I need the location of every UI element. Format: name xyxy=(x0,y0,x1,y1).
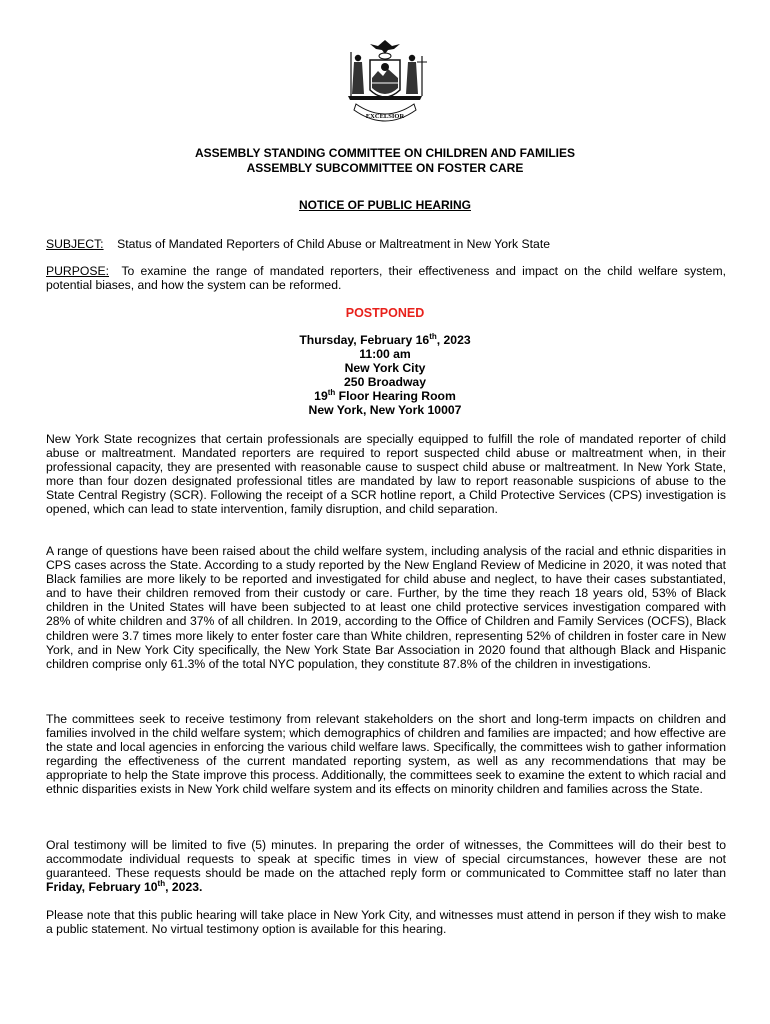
purpose-line xyxy=(46,264,726,293)
hearing-city: New York City xyxy=(344,361,426,375)
committee-line-1: ASSEMBLY STANDING COMMITTEE ON CHILDREN AND FAMILIES xyxy=(194,146,575,160)
body-paragraph-1: New York State recognizes that certain professionals are specially equipped to fulfill the role of mandated reporter of child abuse or maltreatment. Mandated reporters are required to report suspected child abuse or maltreatment when, in their professional capacity, they are presented with reasonable cause to suspect child abuse or maltreatment. In New York State, more than four dozen designated professional titles are mandated by law to report reasonable suspicions of abuse to the State Central Registry (SCR). Following the receipt of a SCR hotline report, a Child Protective Services (CPS) investigation is opened, which can lead to state intervention, family disruption, and child separation. xyxy=(46,432,726,517)
body-paragraph-4: Oral testimony will be limited to five (5) minutes. In preparing the order of witnesses, the Committees will do their best to accommodate individual requests to speak at specific times in view of special circumstances, however these are not guaranteed. These requests should be made on the attached reply form or communicated to Committee staff no later than Friday, February 10th, 2023. xyxy=(46,838,726,895)
purpose-text: To examine the range of mandated reporters, their effectiveness and impact on the child welfare system, potential biases, and how the system can be reformed. xyxy=(46,264,726,293)
committee-heading xyxy=(0,146,770,176)
new-york-state-seal-icon xyxy=(326,38,444,134)
seal-motto: EXCELSIOR xyxy=(365,113,405,120)
testimony-deadline: Friday, February 10th, 2023. xyxy=(46,879,203,895)
subject-text: Status of Mandated Reporters of Child Abuse or Maltreatment in New York State xyxy=(117,237,550,251)
hearing-time: 11:00 am xyxy=(359,347,411,361)
postponed-status: POSTPONED xyxy=(345,306,425,320)
subject-label: SUBJECT: xyxy=(46,237,104,251)
body-paragraph-3: The committees seek to receive testimony from relevant stakeholders on the short and long-term impacts on children and families involved in the child welfare system; which demographics of children and families are impacted; and how effective are the state and local agencies in enforcing the various child welfare laws. Specifically, the committees wish to gather information regarding the effectiveness of the current mandated reporting system, as well as any recommendations that may be appropriate to help the State improve this process. Additionally, the committees seek to examine the extent to which racial and ethnic disparities exists in New York child welfare system and its effects on minority children and families across the State. xyxy=(46,712,726,797)
hearing-street: 250 Broadway xyxy=(344,375,426,389)
subject-line xyxy=(46,237,726,251)
hearing-city-state-zip: New York, New York 10007 xyxy=(308,403,462,417)
hearing-details xyxy=(0,333,770,417)
body-paragraph-2: A range of questions have been raised about the child welfare system, including analysis of the racial and ethnic disparities in CPS cases across the State. According to a study reported by the New England Review of Medicine in 2020, it was noted that Black families are more likely to be reported and investigated for child abuse and neglect, to have their cases substantiated, and to have their children removed from their custody or care. Further, by the time they reach 18 years old, 53% of Black children in the United States will have been subjected to at least one child protective services investigation compared with 28% of white children and 37% of all children. In 2019, according to the Office of Children and Family Services (OCFS), Black children were 3.7 times more likely to enter foster care than White children, representing 52% of children in foster care in New York, and in New York City specifically, the New York State Bar Association in 2020 found that although Black and Hispanic children comprise only 61.3% of the total NYC population, they constitute 87.8% of the children in investigations. xyxy=(46,544,726,671)
notice-title: NOTICE OF PUBLIC HEARING xyxy=(298,198,471,212)
hearing-room: 19th Floor Hearing Room xyxy=(314,387,456,403)
body-paragraph-5: Please note that this public hearing will take place in New York City, and witnesses must attend in person if they wish to make a public statement. No virtual testimony option is available for this hearing. xyxy=(46,908,726,937)
hearing-date: Thursday, February 16th, 2023 xyxy=(299,331,471,347)
committee-line-2: ASSEMBLY SUBCOMMITTEE ON FOSTER CARE xyxy=(246,161,524,175)
purpose-label: PURPOSE: xyxy=(46,264,109,278)
